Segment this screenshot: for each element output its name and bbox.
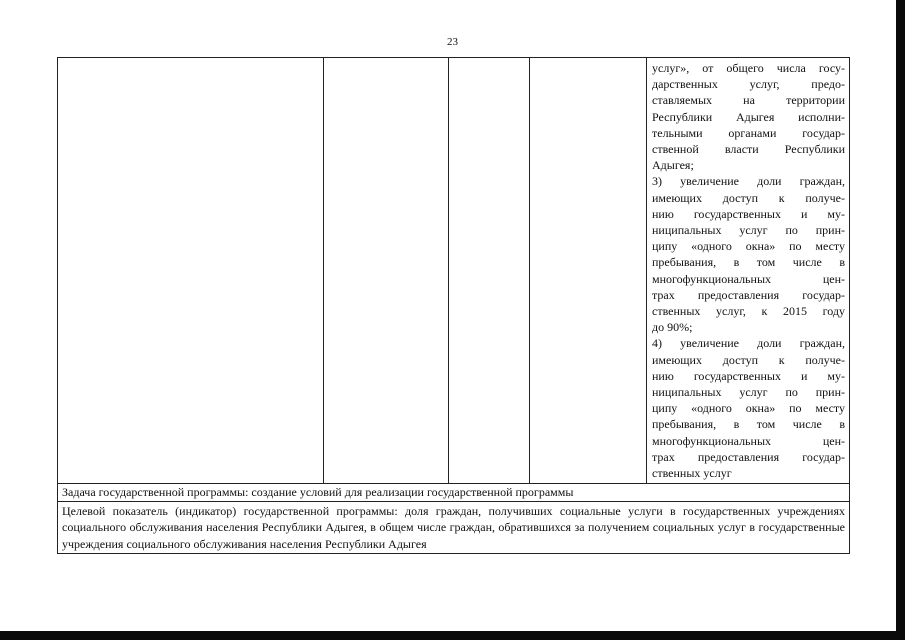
text-line: дарственных услуг, предо- [652,77,845,92]
empty-cell-4 [530,58,647,484]
scan-edge-right [896,0,905,640]
empty-cell-1 [58,58,324,484]
text-line: имеющих доступ к получе- [652,352,845,367]
text-line: ниципальных услуг по прин- [652,223,845,238]
empty-cell-2 [324,58,449,484]
text-line: тельными органами государ- [652,125,845,140]
program-table [57,57,850,554]
table-row-indicator [58,501,850,554]
empty-cell-3 [449,58,530,484]
text-line: пребывания, в том числе в [652,417,845,432]
text-line: до 90%; [652,320,693,335]
text-line: ственных услуг [652,466,732,481]
text-line: ниципальных услуг по прин- [652,385,845,400]
text-line: ципу «одного окна» по месту [652,239,845,254]
results-text [652,60,845,481]
text-line: ственной власти Республики [652,142,845,157]
text-line: трах предоставления государ- [652,287,845,302]
table-row-indicators [58,58,850,484]
text-line: ципу «одного окна» по месту [652,401,845,416]
task-cell: Задача государственной программы: создание условий для реализации государственной программы [58,484,850,502]
text-line: Адыгея; [652,158,694,173]
text-line: услуг», от общего числа госу- [652,61,845,75]
text-line: Республики Адыгея исполни- [652,109,845,124]
text-line: нию государственных и му- [652,368,845,383]
text-line: ственных услуг, к 2015 году [652,304,845,319]
page-number: 23 [447,36,458,48]
text-line: многофункциональных цен- [652,271,845,286]
text-line: пребывания, в том числе в [652,255,845,270]
text-line: нию государственных и му- [652,206,845,221]
results-cell [647,58,850,484]
text-line: 4) увеличение доли граждан, [652,336,845,351]
text-line: имеющих доступ к получе- [652,190,845,205]
text-line: ставляемых на территории [652,93,845,108]
indicator-cell: Целевой показатель (индикатор) государственной программы: доля граждан, получивших социальные услуги в государственных учреждениях социального обслуживания населения Республики Адыгея, в общем числе граждан, обратившихся за получением социальных услуг в государственные учреждения социального обслуживания населения Республики Адыгея [58,501,850,554]
text-line: многофункциональных цен- [652,433,845,448]
scan-edge-bottom [0,631,905,640]
text-line: 3) увеличение доли граждан, [652,174,845,189]
table-row-task [58,484,850,502]
text-line: трах предоставления государ- [652,449,845,464]
